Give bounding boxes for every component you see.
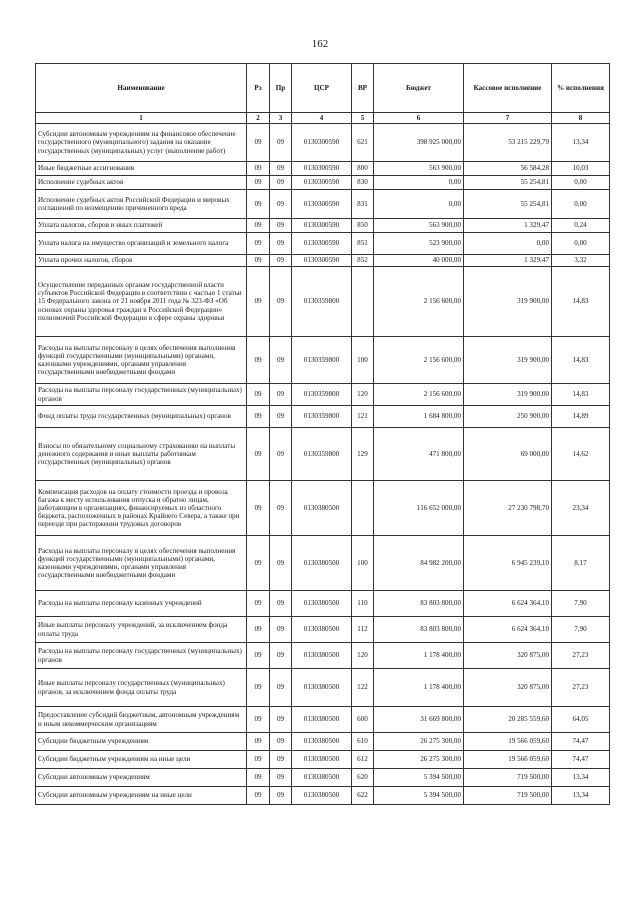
row-name-cell: Расходы на выплаты персоналу в целях обеспечения выполнения функций государственными (муниципальными) органами, казенными учреждениями, органами управления государственными внебюджетными фондами (36, 536, 247, 591)
header-csr: ЦСР (292, 64, 352, 113)
row-pct-cell: 14,83 (552, 267, 610, 337)
row-cash-cell: 0,00 (464, 233, 552, 255)
row-vr-cell: 800 (352, 162, 374, 176)
row-pct-cell: 27,23 (552, 669, 610, 707)
row-pct-cell: 0,00 (552, 233, 610, 255)
row-name-cell: Иные бюджетные ассигнования (36, 162, 247, 176)
row-csr-cell: 0130380500 (292, 707, 352, 733)
row-budget-cell: 5 394 500,00 (374, 787, 464, 805)
row-pct-cell: 14,89 (552, 406, 610, 428)
row-name-cell: Осуществление переданных органам государственной власти субъектов Российской Федерации в соответствии с частью 1 статьи 15 Федерального закона от 21 ноября 2011 года № 323-ФЗ «Об основах охраны здоровья граждан в Российской Федерации» полномочий Российской Федерации в сфере охраны здоровья (36, 267, 247, 337)
row-name-cell: Субсидии автономным учреждениям на финансовое обеспечение государственного (муниципального) задания на оказание государственных (муниципальных) услуг (выполнение работ) (36, 124, 247, 162)
row-vr-cell: 120 (352, 384, 374, 406)
row-pr-cell: 09 (270, 787, 292, 805)
row-vr-cell: 100 (352, 536, 374, 591)
row-rz-cell: 09 (247, 176, 270, 190)
row-name-cell: Расходы на выплаты персоналу государственных (муниципальных) органов (36, 384, 247, 406)
row-pct-cell: 0,00 (552, 190, 610, 219)
row-csr-cell: 0130380500 (292, 787, 352, 805)
row-cash-cell: 53 215 229,79 (464, 124, 552, 162)
row-csr-cell: 0130380500 (292, 591, 352, 617)
row-vr-cell (352, 481, 374, 536)
row-pr-cell: 09 (270, 617, 292, 643)
row-vr-cell: 600 (352, 707, 374, 733)
row-vr-cell: 122 (352, 669, 374, 707)
table-row (36, 219, 610, 233)
row-vr-cell: 100 (352, 337, 374, 384)
header-row (36, 64, 610, 113)
row-rz-cell: 09 (247, 162, 270, 176)
row-pr-cell: 09 (270, 124, 292, 162)
row-budget-cell: 26 275 300,00 (374, 733, 464, 751)
table-row (36, 337, 610, 384)
header-name: Наименование (36, 64, 247, 113)
row-rz-cell: 09 (247, 428, 270, 481)
table-row (36, 617, 610, 643)
row-pct-cell: 0,24 (552, 219, 610, 233)
row-rz-cell: 09 (247, 219, 270, 233)
row-pr-cell: 09 (270, 669, 292, 707)
row-rz-cell: 09 (247, 267, 270, 337)
row-pr-cell: 09 (270, 733, 292, 751)
row-csr-cell: 0130359800 (292, 384, 352, 406)
row-pr-cell: 09 (270, 536, 292, 591)
page-number: 162 (311, 38, 329, 50)
row-vr-cell: 612 (352, 751, 374, 769)
row-cash-cell: 319 900,00 (464, 267, 552, 337)
col-num: 8 (552, 113, 610, 124)
row-budget-cell: 1 684 800,00 (374, 406, 464, 428)
row-rz-cell: 09 (247, 190, 270, 219)
header-pr: Пр (270, 64, 292, 113)
row-vr-cell: 622 (352, 787, 374, 805)
row-pct-cell: 3,32 (552, 255, 610, 267)
table-row (36, 406, 610, 428)
row-pct-cell: 13,34 (552, 769, 610, 787)
header-pct: % исполнения (552, 64, 610, 113)
row-cash-cell: 20 285 559,60 (464, 707, 552, 733)
row-name-cell: Расходы на выплаты персоналу казенных учреждений (36, 591, 247, 617)
row-rz-cell: 09 (247, 591, 270, 617)
row-csr-cell: 0130300590 (292, 176, 352, 190)
row-name-cell: Уплата налогов, сборов и иных платежей (36, 219, 247, 233)
row-cash-cell: 69 000,00 (464, 428, 552, 481)
row-csr-cell: 0130300590 (292, 162, 352, 176)
row-pct-cell: 13,34 (552, 787, 610, 805)
row-vr-cell: 120 (352, 643, 374, 669)
row-cash-cell: 1 329,47 (464, 219, 552, 233)
row-name-cell: Субсидии автономным учреждениям (36, 769, 247, 787)
row-pr-cell: 09 (270, 384, 292, 406)
table-row (36, 733, 610, 751)
row-vr-cell: 620 (352, 769, 374, 787)
table-row (36, 176, 610, 190)
row-pct-cell: 7,90 (552, 591, 610, 617)
row-csr-cell: 0130300590 (292, 124, 352, 162)
row-budget-cell: 84 982 200,00 (374, 536, 464, 591)
row-pct-cell: 14,83 (552, 384, 610, 406)
row-rz-cell: 09 (247, 769, 270, 787)
col-num: 6 (374, 113, 464, 124)
row-name-cell: Субсидии автономным учреждениям на иные цели (36, 787, 247, 805)
row-vr-cell: 112 (352, 617, 374, 643)
row-name-cell: Субсидии бюджетным учреждениям (36, 733, 247, 751)
row-rz-cell: 09 (247, 643, 270, 669)
row-csr-cell: 0130300590 (292, 255, 352, 267)
table-row (36, 669, 610, 707)
row-cash-cell: 320 875,00 (464, 643, 552, 669)
row-cash-cell: 56 584,28 (464, 162, 552, 176)
row-cash-cell: 6 945 239,10 (464, 536, 552, 591)
row-vr-cell: 610 (352, 733, 374, 751)
row-name-cell: Взносы по обязательному социальному страхованию на выплаты денежного содержания и иные выплаты работникам государственных (муниципальных) органов (36, 428, 247, 481)
row-budget-cell: 563 900,00 (374, 219, 464, 233)
row-csr-cell: 0130300590 (292, 219, 352, 233)
row-cash-cell: 27 230 798,70 (464, 481, 552, 536)
row-vr-cell: 851 (352, 233, 374, 255)
table-row (36, 233, 610, 255)
header-cash: Кассовое исполнение (464, 64, 552, 113)
row-name-cell: Предоставление субсидий бюджетным, автономным учреждениям и иным некоммерческим организациям (36, 707, 247, 733)
row-budget-cell: 563 900,00 (374, 162, 464, 176)
row-pr-cell: 09 (270, 233, 292, 255)
table-row (36, 751, 610, 769)
col-num: 2 (247, 113, 270, 124)
header-vr: ВР (352, 64, 374, 113)
row-csr-cell: 0130380500 (292, 643, 352, 669)
row-name-cell: Субсидии бюджетным учреждениям на иные цели (36, 751, 247, 769)
row-budget-cell: 0,00 (374, 190, 464, 219)
row-vr-cell: 621 (352, 124, 374, 162)
table-row (36, 124, 610, 162)
table-row (36, 190, 610, 219)
row-name-cell: Исполнение судебных актов (36, 176, 247, 190)
row-csr-cell: 0130359800 (292, 428, 352, 481)
row-budget-cell: 83 803 800,00 (374, 617, 464, 643)
row-rz-cell: 09 (247, 406, 270, 428)
table-row (36, 162, 610, 176)
row-name-cell: Расходы на выплаты персоналу государственных (муниципальных) органов (36, 643, 247, 669)
row-cash-cell: 319 900,00 (464, 384, 552, 406)
row-rz-cell: 09 (247, 733, 270, 751)
header-budget: Бюджет (374, 64, 464, 113)
table-row (36, 591, 610, 617)
row-name-cell: Расходы на выплаты персоналу в целях обеспечения выполнения функций государственными (муниципальными) органами, казенными учреждениями, органами управления государственными внебюджетными фондами (36, 337, 247, 384)
col-num: 4 (292, 113, 352, 124)
row-csr-cell: 0130359800 (292, 267, 352, 337)
table-row (36, 643, 610, 669)
row-csr-cell: 0130380500 (292, 536, 352, 591)
row-name-cell: Иные выплаты персоналу учреждений, за исключением фонда оплаты труда (36, 617, 247, 643)
row-pr-cell: 09 (270, 428, 292, 481)
row-cash-cell: 1 329,47 (464, 255, 552, 267)
row-cash-cell: 320 875,00 (464, 669, 552, 707)
row-rz-cell: 09 (247, 536, 270, 591)
row-budget-cell: 2 156 600,00 (374, 384, 464, 406)
row-vr-cell: 831 (352, 190, 374, 219)
row-pct-cell: 8,17 (552, 536, 610, 591)
row-pct-cell: 27,23 (552, 643, 610, 669)
row-csr-cell: 0130359800 (292, 337, 352, 384)
row-cash-cell: 250 900,00 (464, 406, 552, 428)
row-csr-cell: 0130300590 (292, 233, 352, 255)
row-budget-cell: 2 156 600,00 (374, 267, 464, 337)
row-name-cell: Иные выплаты персоналу государственных (муниципальных) органов, за исключением фонда оплаты труда (36, 669, 247, 707)
row-csr-cell: 0130380500 (292, 481, 352, 536)
row-pct-cell: 23,34 (552, 481, 610, 536)
column-number-row (36, 113, 610, 124)
row-budget-cell: 0,00 (374, 176, 464, 190)
row-rz-cell: 09 (247, 707, 270, 733)
row-pr-cell: 09 (270, 406, 292, 428)
row-csr-cell: 0130380500 (292, 751, 352, 769)
row-name-cell: Фонд оплаты труда государственных (муниципальных) органов (36, 406, 247, 428)
row-csr-cell: 0130359800 (292, 406, 352, 428)
row-rz-cell: 09 (247, 669, 270, 707)
row-csr-cell: 0130380500 (292, 669, 352, 707)
col-num: 1 (36, 113, 247, 124)
row-rz-cell: 09 (247, 384, 270, 406)
table-row (36, 255, 610, 267)
row-pr-cell: 09 (270, 337, 292, 384)
row-pr-cell: 09 (270, 707, 292, 733)
row-pr-cell: 09 (270, 255, 292, 267)
row-csr-cell: 0130380500 (292, 769, 352, 787)
row-pr-cell: 09 (270, 219, 292, 233)
row-pr-cell: 09 (270, 591, 292, 617)
row-budget-cell: 471 800,00 (374, 428, 464, 481)
row-rz-cell: 09 (247, 481, 270, 536)
row-budget-cell: 1 178 400,00 (374, 669, 464, 707)
row-cash-cell: 55 254,81 (464, 190, 552, 219)
row-rz-cell: 09 (247, 124, 270, 162)
row-pct-cell: 7,90 (552, 617, 610, 643)
row-vr-cell: 850 (352, 219, 374, 233)
row-csr-cell: 0130300590 (292, 190, 352, 219)
table-row (36, 707, 610, 733)
row-budget-cell: 523 900,00 (374, 233, 464, 255)
row-vr-cell: 129 (352, 428, 374, 481)
row-rz-cell: 09 (247, 617, 270, 643)
table-row (36, 787, 610, 805)
row-vr-cell: 121 (352, 406, 374, 428)
row-pr-cell: 09 (270, 162, 292, 176)
row-budget-cell: 31 669 800,00 (374, 707, 464, 733)
row-cash-cell: 6 624 364,10 (464, 617, 552, 643)
row-budget-cell: 1 178 400,00 (374, 643, 464, 669)
row-rz-cell: 09 (247, 337, 270, 384)
row-budget-cell: 26 275 300,00 (374, 751, 464, 769)
row-pct-cell: 0,00 (552, 176, 610, 190)
table-row (36, 384, 610, 406)
row-pct-cell: 14,83 (552, 337, 610, 384)
row-vr-cell: 852 (352, 255, 374, 267)
row-name-cell: Уплата прочих налогов, сборов (36, 255, 247, 267)
row-vr-cell: 110 (352, 591, 374, 617)
row-rz-cell: 09 (247, 751, 270, 769)
table-body (36, 124, 610, 805)
row-name-cell: Исполнение судебных актов Российской Федерации и мировых соглашений по возмещению причиненного вреда (36, 190, 247, 219)
row-budget-cell: 2 156 600,00 (374, 337, 464, 384)
row-budget-cell: 116 652 000,00 (374, 481, 464, 536)
row-pr-cell: 09 (270, 751, 292, 769)
row-pr-cell: 09 (270, 267, 292, 337)
row-pct-cell: 64,05 (552, 707, 610, 733)
row-cash-cell: 55 254,81 (464, 176, 552, 190)
row-csr-cell: 0130380500 (292, 617, 352, 643)
col-num: 5 (352, 113, 374, 124)
row-pct-cell: 74,47 (552, 733, 610, 751)
row-pct-cell: 14,62 (552, 428, 610, 481)
row-budget-cell: 40 000,00 (374, 255, 464, 267)
row-csr-cell: 0130380500 (292, 733, 352, 751)
row-pr-cell: 09 (270, 176, 292, 190)
row-cash-cell: 719 500,00 (464, 769, 552, 787)
budget-execution-table (35, 63, 610, 805)
table-row (36, 481, 610, 536)
row-pct-cell: 74,47 (552, 751, 610, 769)
row-pct-cell: 10,03 (552, 162, 610, 176)
row-name-cell: Компенсация расходов на оплату стоимости проезда и провоза багажа к месту использования отпуска и обратно лицам, работающим в организациях, финансируемых из областного бюджета, расположенных в районах Крайнего Севера, а также при переезде при расторжении трудовых договоров (36, 481, 247, 536)
table-row (36, 267, 610, 337)
row-pr-cell: 09 (270, 190, 292, 219)
col-num: 3 (270, 113, 292, 124)
row-rz-cell: 09 (247, 233, 270, 255)
row-vr-cell (352, 267, 374, 337)
row-cash-cell: 6 624 364,10 (464, 591, 552, 617)
row-cash-cell: 719 500,00 (464, 787, 552, 805)
header-rz: Рз (247, 64, 270, 113)
table-row (36, 428, 610, 481)
row-budget-cell: 398 925 000,00 (374, 124, 464, 162)
row-budget-cell: 5 394 500,00 (374, 769, 464, 787)
row-rz-cell: 09 (247, 787, 270, 805)
row-pr-cell: 09 (270, 481, 292, 536)
row-pct-cell: 13,34 (552, 124, 610, 162)
row-cash-cell: 19 566 059,60 (464, 751, 552, 769)
row-pr-cell: 09 (270, 769, 292, 787)
row-vr-cell: 830 (352, 176, 374, 190)
col-num: 7 (464, 113, 552, 124)
row-cash-cell: 319 900,00 (464, 337, 552, 384)
row-name-cell: Уплата налога на имущество организаций и земельного налога (36, 233, 247, 255)
row-rz-cell: 09 (247, 255, 270, 267)
row-pr-cell: 09 (270, 643, 292, 669)
table-row (36, 536, 610, 591)
row-budget-cell: 83 803 800,00 (374, 591, 464, 617)
table-row (36, 769, 610, 787)
row-cash-cell: 19 566 059,60 (464, 733, 552, 751)
